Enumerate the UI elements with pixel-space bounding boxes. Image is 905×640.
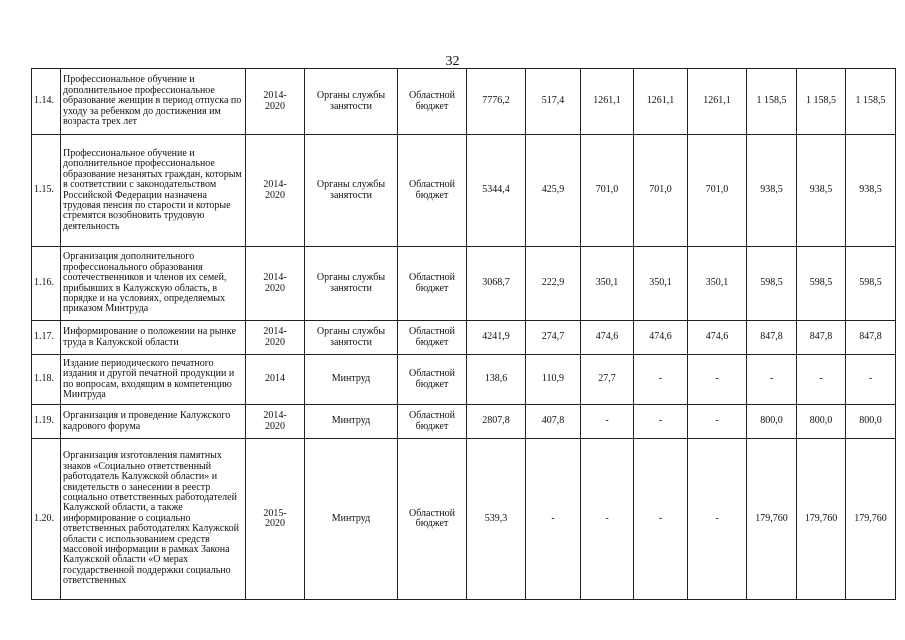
period-cell: 2015- 2020 xyxy=(246,439,305,600)
value-cell: - xyxy=(581,439,634,600)
value-cell: 847,8 xyxy=(747,321,797,355)
executor-cell: Минтруд xyxy=(305,405,398,439)
activity-name: Профессиональное обучение и дополнительное профессиональное образование незанятых граждан, которым в соответствии с законодательством Российской Федерации назначена трудовая пенсия по старости и которые стремятся возобновить трудовую деятельность xyxy=(61,135,246,247)
table-row xyxy=(32,135,896,247)
page-number: 32 xyxy=(445,54,460,69)
executor-cell: Минтруд xyxy=(305,439,398,600)
value-cell: 179,760 xyxy=(846,439,896,600)
value-cell: 474,6 xyxy=(581,321,634,355)
value-cell: 2807,8 xyxy=(467,405,526,439)
value-cell: - xyxy=(688,405,747,439)
row-number: 1.18. xyxy=(32,355,61,405)
executor-cell: Минтруд xyxy=(305,355,398,405)
activity-name: Организация изготовления памятных знаков «Социально ответственный работодатель Калужской области» и свидетельств о занесении в реестр социально ответственных работодателей Калужской области, а также информирование о социально ответственных работодателях Калужской области с использованием средств массовой информации в рамках Закона Калужской области «О мерах государственной поддержки социально ответственных xyxy=(61,439,246,600)
value-cell: 138,6 xyxy=(467,355,526,405)
value-cell: - xyxy=(526,439,581,600)
funding-source-cell: Областной бюджет xyxy=(398,69,467,135)
period-cell: 2014- 2020 xyxy=(246,405,305,439)
table-row xyxy=(32,321,896,355)
value-cell: - xyxy=(634,439,688,600)
executor-cell: Органы службы занятости xyxy=(305,321,398,355)
value-cell: 598,5 xyxy=(846,247,896,321)
value-cell: - xyxy=(747,355,797,405)
table-row xyxy=(32,439,896,600)
period-cell: 2014- 2020 xyxy=(246,321,305,355)
value-cell: 701,0 xyxy=(634,135,688,247)
value-cell: 1261,1 xyxy=(581,69,634,135)
row-number: 1.15. xyxy=(32,135,61,247)
value-cell: 222,9 xyxy=(526,247,581,321)
value-cell: 179,760 xyxy=(797,439,846,600)
value-cell: 27,7 xyxy=(581,355,634,405)
value-cell: - xyxy=(634,355,688,405)
value-cell: 800,0 xyxy=(797,405,846,439)
value-cell: 1 158,5 xyxy=(747,69,797,135)
funding-source-cell: Областной бюджет xyxy=(398,355,467,405)
value-cell: 110,9 xyxy=(526,355,581,405)
value-cell: 1261,1 xyxy=(634,69,688,135)
value-cell: 474,6 xyxy=(688,321,747,355)
value-cell: 938,5 xyxy=(846,135,896,247)
value-cell: 938,5 xyxy=(747,135,797,247)
value-cell: - xyxy=(634,405,688,439)
value-cell: 350,1 xyxy=(634,247,688,321)
period-cell: 2014 xyxy=(246,355,305,405)
value-cell: 701,0 xyxy=(688,135,747,247)
value-cell: 350,1 xyxy=(688,247,747,321)
value-cell: 847,8 xyxy=(797,321,846,355)
value-cell: 1261,1 xyxy=(688,69,747,135)
value-cell: 1 158,5 xyxy=(846,69,896,135)
row-number: 1.19. xyxy=(32,405,61,439)
table-row xyxy=(32,355,896,405)
funding-source-cell: Областной бюджет xyxy=(398,405,467,439)
value-cell: 3068,7 xyxy=(467,247,526,321)
value-cell: - xyxy=(688,355,747,405)
activity-name: Информирование о положении на рынке труда в Калужской области xyxy=(61,321,246,355)
period-cell: 2014- 2020 xyxy=(246,69,305,135)
value-cell: 847,8 xyxy=(846,321,896,355)
value-cell: 701,0 xyxy=(581,135,634,247)
activity-name: Профессиональное обучение и дополнительное профессиональное образование женщин в период отпуска по уходу за ребенком до достижения им возраста трех лет xyxy=(61,69,246,135)
value-cell: - xyxy=(688,439,747,600)
value-cell: 800,0 xyxy=(747,405,797,439)
funding-source-cell: Областной бюджет xyxy=(398,321,467,355)
table-row xyxy=(32,405,896,439)
value-cell: 274,7 xyxy=(526,321,581,355)
value-cell: - xyxy=(797,355,846,405)
value-cell: - xyxy=(846,355,896,405)
table-row xyxy=(32,69,896,135)
value-cell: 5344,4 xyxy=(467,135,526,247)
row-number: 1.14. xyxy=(32,69,61,135)
funding-source-cell: Областной бюджет xyxy=(398,439,467,600)
value-cell: 4241,9 xyxy=(467,321,526,355)
row-number: 1.16. xyxy=(32,247,61,321)
executor-cell: Органы службы занятости xyxy=(305,247,398,321)
funding-source-cell: Областной бюджет xyxy=(398,135,467,247)
value-cell: 7776,2 xyxy=(467,69,526,135)
value-cell: 179,760 xyxy=(747,439,797,600)
value-cell: 1 158,5 xyxy=(797,69,846,135)
activity-name: Организация дополнительного профессионального образования соотечественников и членов их семей, прибывших в Калужскую область, в порядке и на условиях, определяемых приказом Минтруда xyxy=(61,247,246,321)
value-cell: 425,9 xyxy=(526,135,581,247)
period-cell: 2014- 2020 xyxy=(246,135,305,247)
table-row xyxy=(32,247,896,321)
value-cell: 350,1 xyxy=(581,247,634,321)
activity-name: Организация и проведение Калужского кадрового форума xyxy=(61,405,246,439)
row-number: 1.17. xyxy=(32,321,61,355)
value-cell: 407,8 xyxy=(526,405,581,439)
executor-cell: Органы службы занятости xyxy=(305,69,398,135)
value-cell: 517,4 xyxy=(526,69,581,135)
period-cell: 2014- 2020 xyxy=(246,247,305,321)
value-cell: 938,5 xyxy=(797,135,846,247)
funding-source-cell: Областной бюджет xyxy=(398,247,467,321)
activity-name: Издание периодического печатного издания и другой печатной продукции и по вопросам, входящим в компетенцию Минтруда xyxy=(61,355,246,405)
value-cell: 598,5 xyxy=(747,247,797,321)
row-number: 1.20. xyxy=(32,439,61,600)
value-cell: 598,5 xyxy=(797,247,846,321)
value-cell: 800,0 xyxy=(846,405,896,439)
value-cell: - xyxy=(581,405,634,439)
value-cell: 474,6 xyxy=(634,321,688,355)
program-table xyxy=(31,68,896,600)
value-cell: 539,3 xyxy=(467,439,526,600)
executor-cell: Органы службы занятости xyxy=(305,135,398,247)
